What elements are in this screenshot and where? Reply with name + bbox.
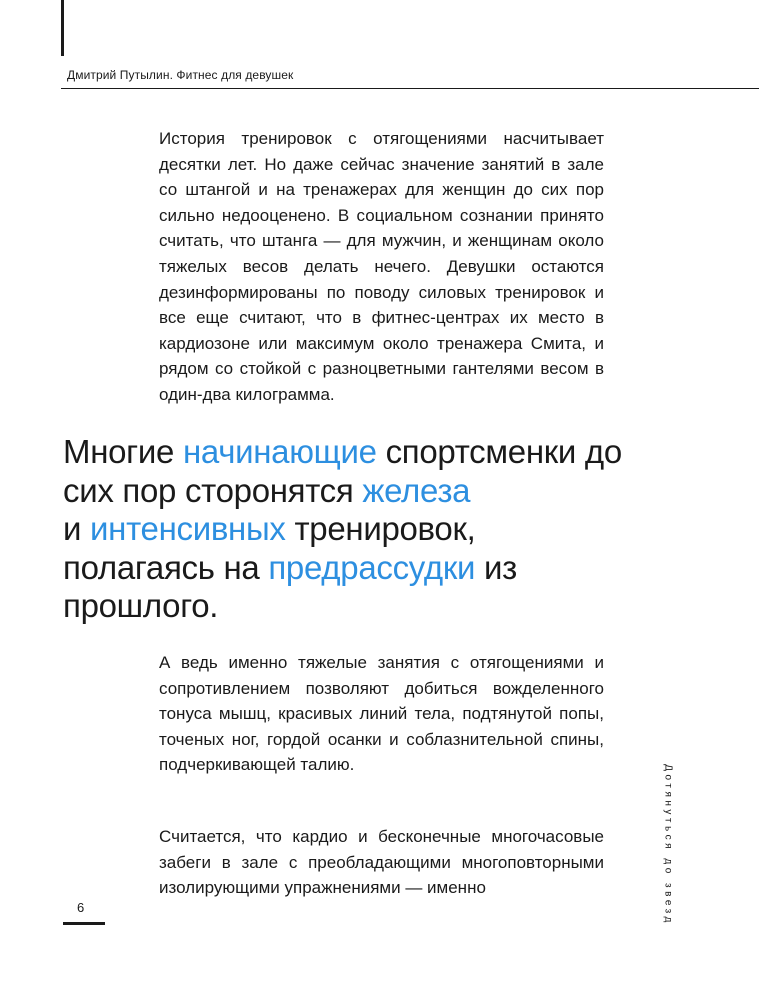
quote-text: спортсменки до сих пор сторонятся [63,433,622,509]
paragraph-text: А ведь именно тяжелые занятия с отягощениями и сопротивлением позволяют добиться вожделенного тонуса мышц, красивых линий тела, подтянутой попы, точеных ног, гордой осанки и соблазнительной спины, подчеркивающей талию. [159,653,604,775]
body-paragraph-1 [159,126,604,408]
header-rule [61,88,759,89]
quote-highlight: предрассудки [268,548,476,586]
quote-text: из прошлого. [63,548,517,624]
top-vertical-rule [61,0,64,56]
quote-highlight: начинающие [182,433,377,470]
paragraph-text: Считается, что кардио и бесконечные многочасовые забеги в зале с преобладающими многоповторными изолирующими упражнениями — именно [159,827,604,898]
quote-text: и [63,510,91,547]
body-paragraph-2 [159,650,604,778]
pull-quote [63,433,623,626]
body-paragraph-3 [159,824,604,901]
page-number-bar [63,922,105,925]
quote-text: тренировок, полагаясь на [63,510,476,586]
paragraph-text: История тренировок с отягощениями насчитывает десятки лет. Но даже сейчас значение занятий в зале со штангой и на тренажерах для женщин до сих пор сильно недооценено. В социальном сознании принято считать, что штанга — для мужчин, и женщинам около тяжелых весов делать нечего. Девушки остаются дезинформированы по поводу силовых тренировок и все еще считают, что в фитнес-центрах их место в кардиозоне или максимум около тренажера Смита, и рядом со стойкой с разноцветными гантелями весом в один-два килограмма. [159,129,604,404]
quote-highlight: интенсивных [90,510,286,547]
quote-text: Многие [63,433,183,470]
section-label: Дотянуться до звезд [662,764,674,926]
page-number: 6 [77,900,85,915]
quote-highlight: железа [362,471,471,509]
running-header: Дмитрий Путылин. Фитнес для девушек [67,68,294,82]
